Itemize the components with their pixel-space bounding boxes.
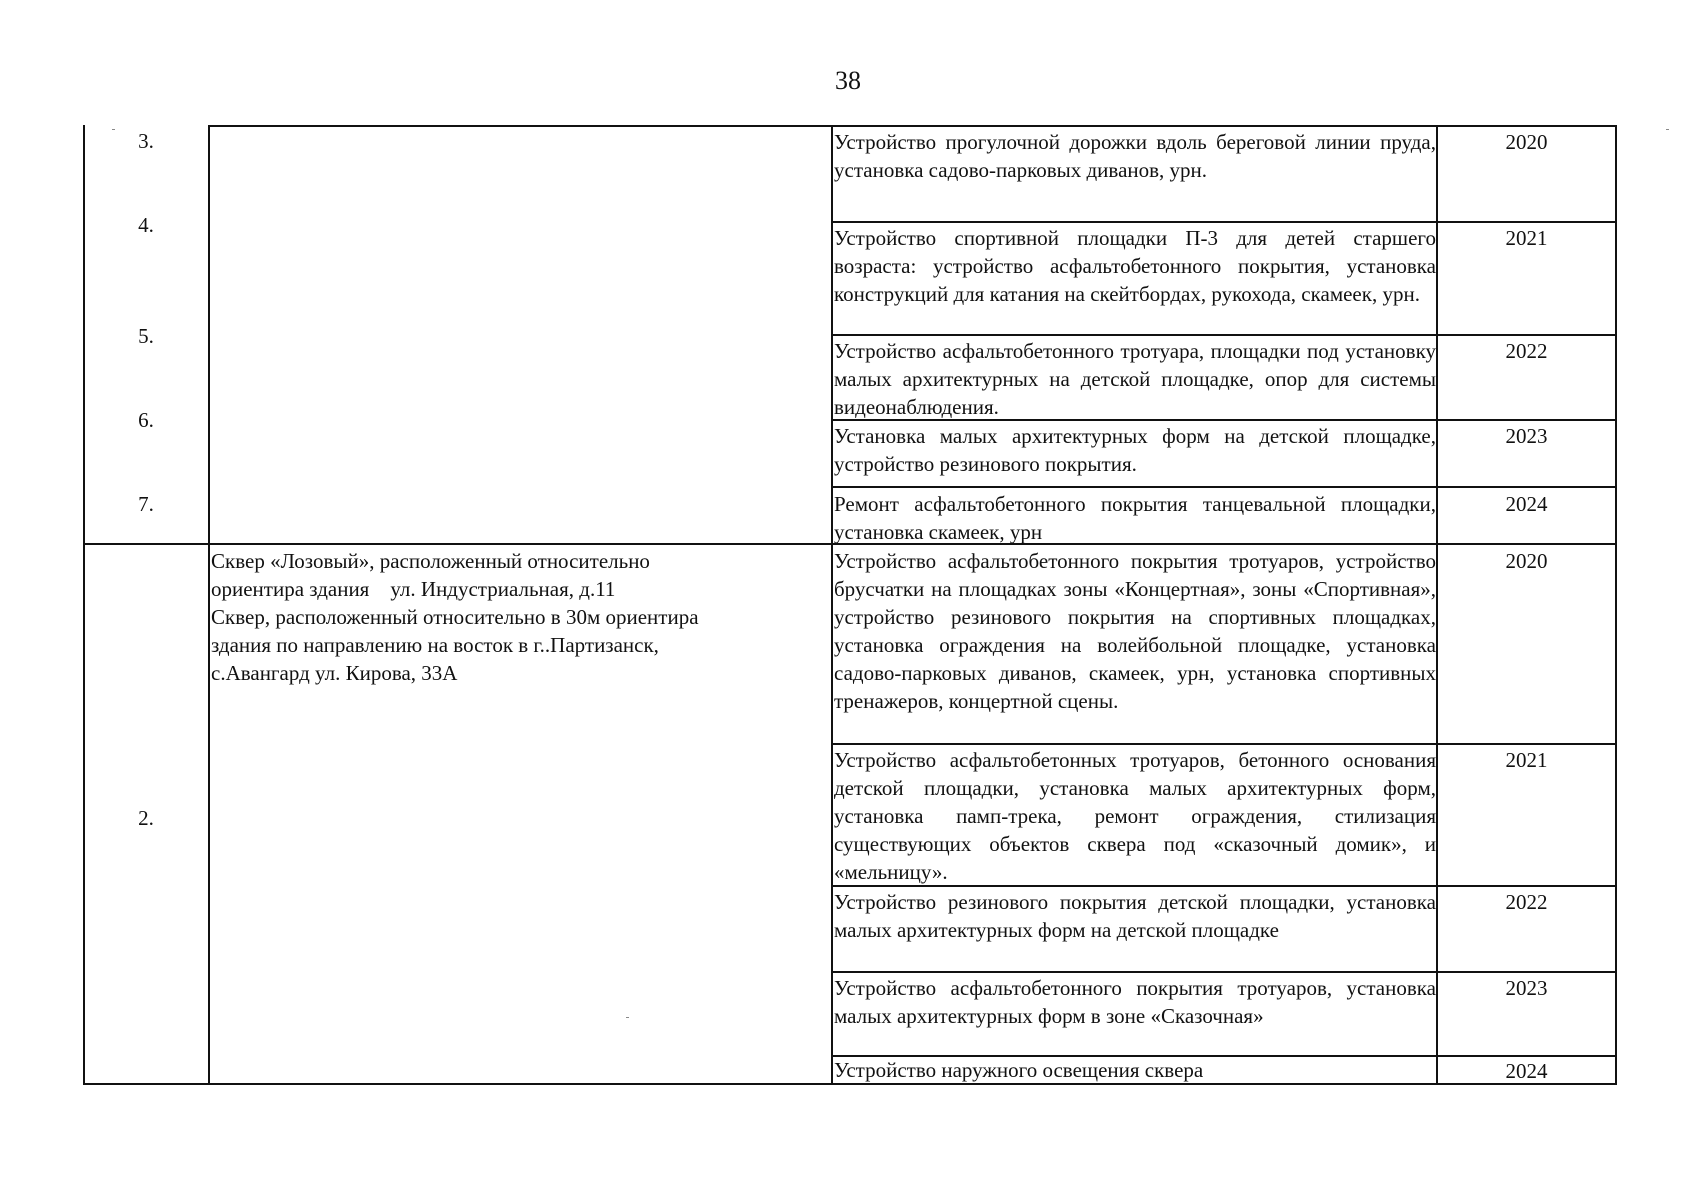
row-number: 4. bbox=[138, 213, 154, 237]
location-description bbox=[211, 547, 829, 687]
work-description: Устройство асфальтобетонных тротуаров, бетонного основания детской площадки, установка малых архитектурных форм, установка памп-трека, ремонт ограждения, стилизация существующих объектов сквера под «сказочный домик», и «мельницу». bbox=[834, 748, 1436, 884]
row-number: 5. bbox=[138, 324, 154, 348]
work-description: Устройство прогулочной дорожки вдоль береговой линии пруда, установка садово-парковых диванов, урн. bbox=[834, 130, 1436, 182]
location-line: ориентира здания ул. Индустриальная, д.11 bbox=[211, 577, 616, 601]
row-number: 6. bbox=[138, 408, 154, 432]
work-description: Устройство асфальтобетонного покрытия тротуаров, установка малых архитектурных форм в зоне «Сказочная» bbox=[834, 976, 1436, 1028]
row-number: 2. bbox=[138, 806, 154, 830]
work-year: 2022 bbox=[1505, 339, 1548, 363]
scan-speck bbox=[626, 1017, 629, 1018]
row-number: 7. bbox=[138, 492, 154, 516]
work-year: 2020 bbox=[1505, 130, 1548, 154]
work-description: Устройство резинового покрытия детской площадки, установка малых архитектурных форм на детской площадке bbox=[834, 890, 1436, 942]
scan-speck bbox=[112, 129, 115, 130]
work-description: Устройство наружного освещения сквера bbox=[834, 1058, 1204, 1082]
work-year: 2021 bbox=[1505, 748, 1548, 772]
work-year: 2024 bbox=[1505, 1059, 1548, 1083]
work-year: 2022 bbox=[1505, 890, 1548, 914]
scan-speck bbox=[1666, 129, 1669, 130]
location-line: с.Авангард ул. Кирова, 33А bbox=[211, 661, 458, 685]
work-year: 2021 bbox=[1505, 226, 1548, 250]
location-line: здания по направлению на восток в г..Партизанск, bbox=[211, 633, 659, 657]
work-year: 2023 bbox=[1505, 976, 1548, 1000]
location-line: Сквер «Лозовый», расположенный относительно bbox=[211, 549, 650, 573]
work-description: Установка малых архитектурных форм на детской площадке, устройство резинового покрытия. bbox=[834, 424, 1436, 476]
work-description: Устройство асфальтобетонного покрытия тротуаров, устройство брусчатки на площадках зоны «Концертная», зоны «Спортивная», устройство резинового покрытия на спортивных площадках, установка ограждения на волейбольной площадке, установка садово-парковых диванов, скамеек, урн, установка спортивных тренажеров, концертной сцены. bbox=[834, 549, 1436, 713]
page-number: 38 bbox=[835, 66, 861, 95]
work-description: Устройство асфальтобетонного тротуара, площадки под установку малых архитектурных на детской площадке, опор для системы видеонаблюдения. bbox=[834, 339, 1436, 419]
work-description: Устройство спортивной площадки П-3 для детей старшего возраста: устройство асфальтобетонного покрытия, установка конструкций для катания на скейтбордах, рукохода, скамеек, урн. bbox=[834, 226, 1436, 306]
work-year: 2020 bbox=[1505, 549, 1548, 573]
work-description: Ремонт асфальтобетонного покрытия танцевальной площадки, установка скамеек, урн bbox=[834, 492, 1436, 544]
location-line: Сквер, расположенный относительно в 30м ориентира bbox=[211, 605, 699, 629]
work-year: 2023 bbox=[1505, 424, 1548, 448]
work-year: 2024 bbox=[1505, 492, 1548, 516]
row-number: 3. bbox=[138, 129, 154, 153]
